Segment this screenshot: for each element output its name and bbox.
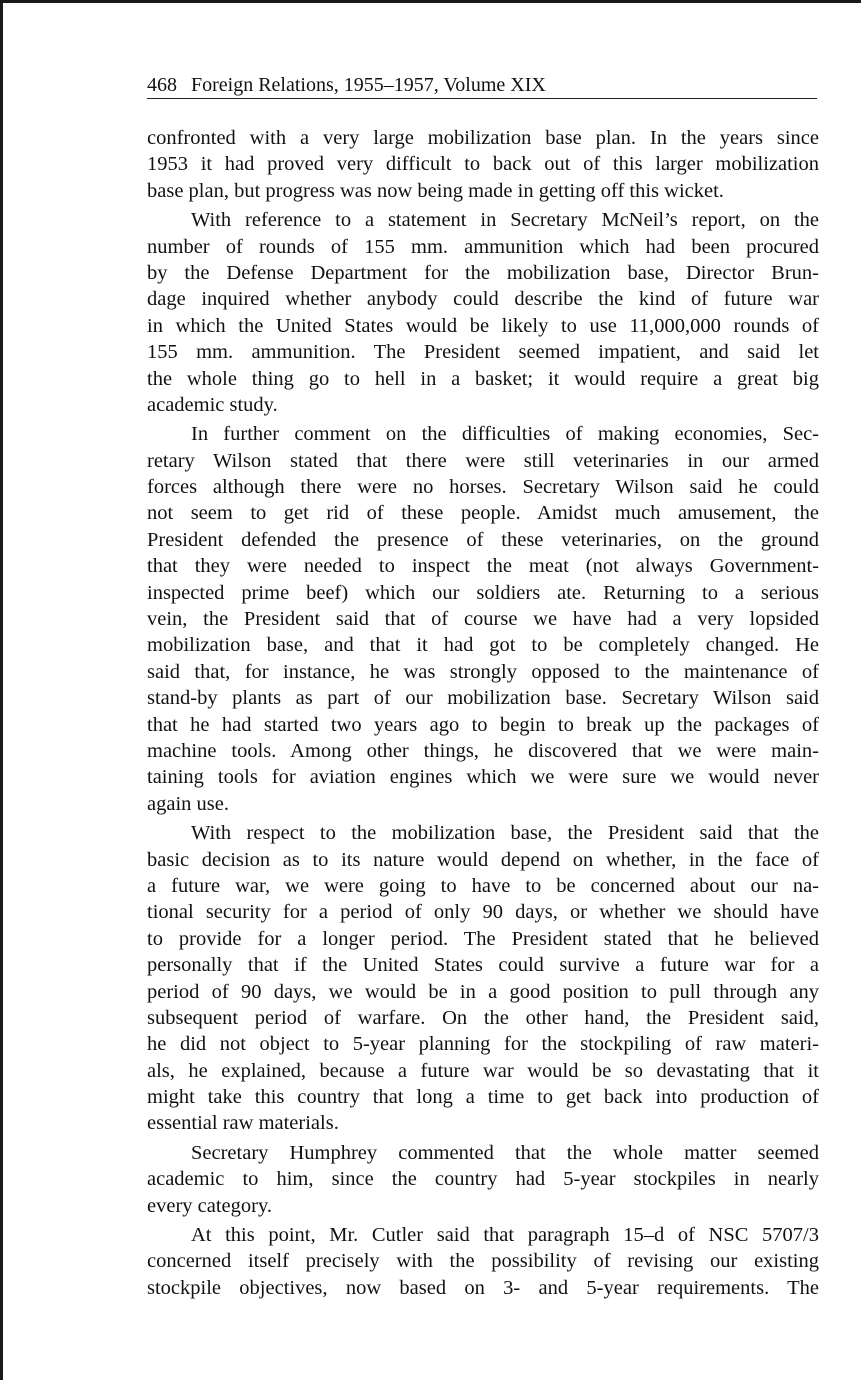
paragraph [147,421,819,817]
body-text [147,125,819,1301]
text-line: machine tools. Among other things, he discovered that we were main- [147,739,819,762]
text-line: With respect to the mobilization base, the President said that the [191,822,819,845]
text-line: not seem to get rid of these people. Amidst much amusement, the [147,502,819,525]
text-line: basic decision as to its nature would depend on whether, in the face of [147,848,819,871]
text-line: forces although there were no horses. Secretary Wilson said he could [147,476,819,499]
text-line: subsequent period of warfare. On the other hand, the President said, [147,1006,819,1029]
text-line: essential raw materials. [147,1112,339,1135]
text-line: base plan, but progress was now being made in getting off this wicket. [147,179,724,202]
text-line: stockpile objectives, now based on 3- and 5-year requirements. The [147,1276,819,1299]
text-line: confronted with a very large mobilization base plan. In the years since [147,127,819,149]
paragraph [147,125,819,204]
text-line: academic to him, since the country had 5-year stockpiles in nearly [147,1168,819,1191]
paragraph [147,1140,819,1219]
text-line: concerned itself precisely with the possibility of revising our existing [147,1250,819,1273]
text-line: said that, for instance, he was strongly opposed to the maintenance of [147,660,819,683]
text-line: In further comment on the difficulties of making economies, Sec- [191,423,819,446]
scan-edge-top [0,0,861,3]
text-line: inspected prime beef) which our soldiers ate. Returning to a serious [147,581,819,604]
text-line: that they were needed to inspect the meat (not always Government- [147,555,819,578]
text-line: At this point, Mr. Cutler said that paragraph 15–d of NSC 5707/3 [191,1224,819,1247]
text-line: might take this country that long a time to get back into production of [147,1086,819,1109]
text-line: Secretary Humphrey commented that the whole matter seemed [191,1141,819,1164]
text-line: tional security for a period of only 90 days, or whether we should have [147,901,819,924]
text-line: the whole thing go to hell in a basket; it would require a great big [147,367,819,390]
paragraph [147,1222,819,1301]
text-line: vein, the President said that of course we have had a very lopsided [147,608,819,631]
running-head [147,74,817,99]
text-line: With reference to a statement in Secretary McNeil’s report, on the [191,209,819,232]
text-line: academic study. [147,393,278,416]
paragraph [147,820,819,1137]
text-line: taining tools for aviation engines which we were sure we would never [147,766,819,789]
text-line: mobilization base, and that it had got to be completely changed. He [147,634,819,657]
text-line: in which the United States would be likely to use 11,000,000 rounds of [147,314,819,337]
text-line: retary Wilson stated that there were still veterinaries in our armed [147,449,819,472]
text-line: period of 90 days, we would be in a good position to pull through any [147,980,819,1003]
text-line: stand-by plants as part of our mobilization base. Secretary Wilson said [147,687,819,710]
text-line: als, he explained, because a future war would be so devastating that it [147,1059,819,1082]
volume-title: Foreign Relations, 1955–1957, Volume XIX [191,74,546,96]
text-line: by the Defense Department for the mobilization base, Director Brun- [147,261,819,284]
text-line: personally that if the United States could survive a future war for a [147,954,819,977]
text-line: President defended the presence of these veterinaries, on the ground [147,528,819,551]
text-line: 155 mm. ammunition. The President seemed impatient, and said let [147,341,819,364]
scan-edge-left [0,0,3,1380]
text-line: dage inquired whether anybody could describe the kind of future war [147,288,819,311]
paragraph [147,207,819,418]
text-line: he did not object to 5-year planning for the stockpiling of raw materi- [147,1033,819,1056]
text-line: number of rounds of 155 mm. ammunition which had been procured [147,235,819,258]
text-line: a future war, we were going to have to be concerned about our na- [147,874,819,897]
text-line: again use. [147,792,229,815]
text-line: every category. [147,1194,273,1217]
text-line: 1953 it had proved very difficult to back out of this larger mobilization [147,153,819,176]
text-line: to provide for a longer period. The President stated that he believed [147,927,819,950]
text-line: that he had started two years ago to begin to break up the packages of [147,713,819,736]
page-number: 468 [147,74,177,96]
